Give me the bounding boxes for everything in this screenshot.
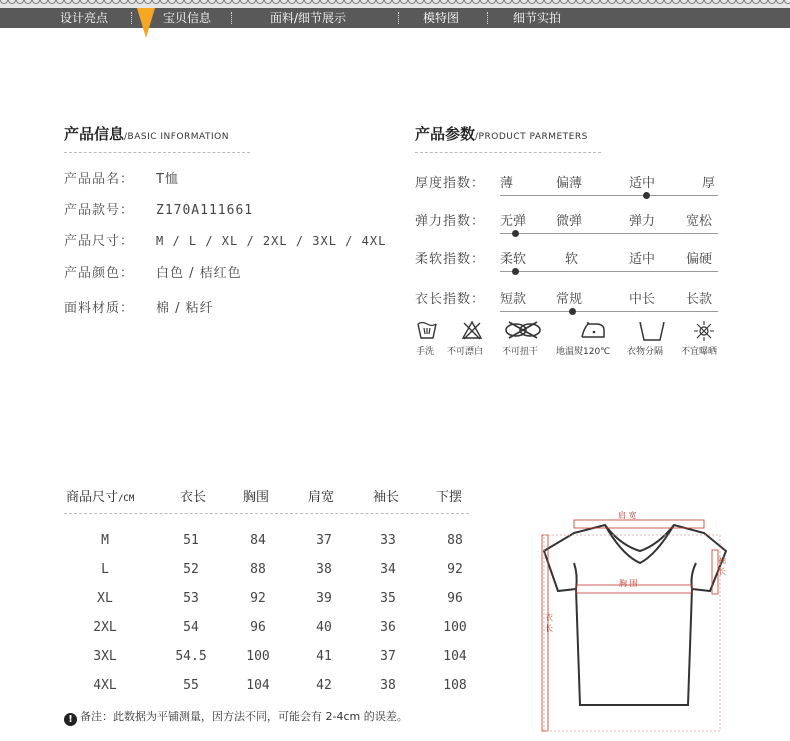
measure-cell: 40 (316, 620, 332, 635)
tshirt-outline (544, 525, 726, 705)
info-value: 白色 / 桔红色 (156, 266, 242, 281)
size-note-text: 备注：此数据为平铺测量，因方法不同，可能会有 2-4cm 的误差。 (80, 710, 408, 723)
param-option: 厚 (702, 176, 716, 191)
size-table-header (66, 486, 134, 505)
measure-cell: 52 (183, 562, 199, 577)
tshirt-measure-diagram (530, 505, 760, 735)
measure-cell: 33 (380, 533, 396, 548)
divider (64, 152, 250, 153)
info-row-name (64, 168, 179, 187)
measure-cell: 100 (246, 649, 270, 664)
measure-cell: 108 (443, 678, 467, 693)
param-label: 弹力指数： (415, 214, 486, 229)
nav-item-detail-shots[interactable]: 细节实拍 (513, 11, 562, 25)
care-label: 不可扭干 (502, 347, 539, 357)
param-option: 偏硬 (686, 252, 713, 267)
param-label: 衣长指数： (415, 292, 486, 307)
size-note (64, 708, 408, 726)
care-label: 手洗 (416, 347, 435, 357)
nav-item-design-highlights[interactable]: 设计亮点 (60, 11, 109, 25)
info-row-material (64, 297, 214, 316)
nav-decor-pattern (0, 0, 790, 8)
param-label: 厚度指数： (415, 176, 486, 191)
size-cell: XL (97, 591, 113, 606)
info-value: M / L / XL / 2XL / 3XL / 4XL (156, 234, 387, 248)
measure-cell: 104 (246, 678, 270, 693)
param-option: 宽松 (686, 214, 713, 229)
info-label: 面料材质： (64, 301, 135, 316)
info-label: 产品尺寸： (64, 234, 135, 249)
chest-label: 胸 围 (619, 579, 638, 588)
size-cell: 3XL (93, 649, 117, 664)
param-option: 偏薄 (556, 176, 583, 191)
param-option: 长款 (686, 292, 713, 307)
care-label: 不宜曝晒 (681, 347, 718, 357)
param-scale-line (500, 195, 718, 196)
hand-wash-icon (416, 320, 438, 344)
nav-strip (0, 8, 790, 28)
product-info-title-text: 产品信息 (64, 125, 125, 143)
header-hem: 下摆 (436, 490, 463, 505)
param-scale-line (500, 233, 718, 234)
measure-cell: 37 (380, 649, 396, 664)
param-option: 微弹 (556, 214, 583, 229)
measure-cell: 54 (183, 620, 199, 635)
measure-cell: 34 (380, 562, 396, 577)
measure-cell: 51 (183, 533, 199, 548)
length-label: 衣 长 (545, 613, 553, 633)
info-label: 产品品名： (64, 172, 135, 187)
param-option: 弹力 (629, 214, 656, 229)
header-sleeve: 袖长 (373, 490, 400, 505)
info-row-colors (64, 262, 242, 281)
measure-cell: 88 (447, 533, 463, 548)
param-option: 软 (565, 252, 579, 267)
nav-item-product-info[interactable]: 宝贝信息 (163, 11, 212, 25)
product-info-title (64, 123, 229, 144)
care-label: 衣物分隔 (627, 347, 664, 357)
param-option: 薄 (500, 176, 514, 191)
measure-cell: 53 (183, 591, 199, 606)
measure-cell: 54.5 (175, 649, 207, 664)
care-label: 不可漂白 (447, 347, 484, 357)
param-option: 无弹 (500, 214, 527, 229)
care-label: 地温熨120℃ (556, 347, 611, 357)
measure-cell: 100 (443, 620, 467, 635)
measure-cell: 92 (250, 591, 266, 606)
no-wring-icon (503, 320, 543, 344)
product-params-title-text: 产品参数 (415, 125, 476, 143)
measure-cell: 96 (250, 620, 266, 635)
param-indicator-dot (512, 268, 519, 275)
param-indicator-dot (569, 308, 576, 315)
divider (415, 152, 601, 153)
info-value: T恤 (156, 172, 179, 187)
info-value: Z170A111661 (156, 203, 254, 218)
param-option: 常规 (556, 292, 583, 307)
param-option: 中长 (629, 292, 656, 307)
measure-cell: 42 (316, 678, 332, 693)
measure-cell: 92 (447, 562, 463, 577)
info-value: 棉 / 粘纤 (156, 301, 214, 316)
size-header-label: 商品尺寸 (66, 490, 119, 505)
no-sun-dry-icon (693, 320, 715, 346)
nav-separator (131, 12, 132, 24)
param-scale-line (500, 271, 718, 272)
header-length: 衣长 (180, 490, 207, 505)
sleeve-label: 袖 长 (718, 556, 726, 576)
measure-cell: 96 (447, 591, 463, 606)
nav-item-fabric-details[interactable]: 面料/细节展示 (270, 11, 347, 25)
measure-cell: 38 (316, 562, 332, 577)
param-option: 柔软 (500, 252, 527, 267)
measure-cell: 41 (316, 649, 332, 664)
nav-item-model-photos[interactable]: 模特图 (423, 11, 460, 25)
measure-cell: 38 (380, 678, 396, 693)
size-cell: 2XL (93, 620, 117, 635)
measure-cell: 104 (443, 649, 467, 664)
measure-cell: 55 (183, 678, 199, 693)
product-info-subtitle: /BASIC INFORMATION (124, 132, 229, 142)
product-params-subtitle: /PRODUCT PARMETERS (475, 132, 588, 142)
separate-wash-icon (638, 320, 666, 346)
nav-active-pointer (137, 8, 155, 38)
nav-separator (398, 12, 399, 24)
param-option: 适中 (629, 252, 656, 267)
param-label: 柔软指数： (415, 252, 486, 267)
info-row-style-no (64, 199, 253, 218)
header-chest: 胸围 (243, 490, 270, 505)
info-label: 产品颜色： (64, 266, 135, 281)
size-unit: /CM (118, 494, 135, 504)
top-nav (0, 0, 790, 32)
shoulder-label: 肩 宽 (618, 511, 637, 520)
measure-cell: 39 (316, 591, 332, 606)
size-cell: 4XL (93, 678, 117, 693)
header-shoulder: 肩宽 (308, 490, 335, 505)
alert-icon: ! (64, 713, 77, 726)
iron-low-icon (580, 320, 606, 344)
info-row-sizes (64, 230, 386, 249)
size-cell: L (101, 562, 109, 577)
param-scale-line (500, 311, 718, 312)
param-indicator-dot (643, 192, 650, 199)
product-params-title (415, 123, 588, 144)
measure-cell: 36 (380, 620, 396, 635)
info-label: 产品款号： (64, 203, 135, 218)
measure-cell: 37 (316, 533, 332, 548)
param-option: 适中 (629, 176, 656, 191)
measure-cell: 35 (380, 591, 396, 606)
param-indicator-dot (512, 230, 519, 237)
measure-cell: 88 (250, 562, 266, 577)
table-divider (64, 513, 469, 514)
measure-cell: 84 (250, 533, 266, 548)
no-bleach-icon (461, 320, 483, 344)
nav-separator (487, 12, 488, 24)
param-option: 短款 (500, 292, 527, 307)
nav-separator (231, 12, 232, 24)
size-cell: M (101, 533, 109, 548)
